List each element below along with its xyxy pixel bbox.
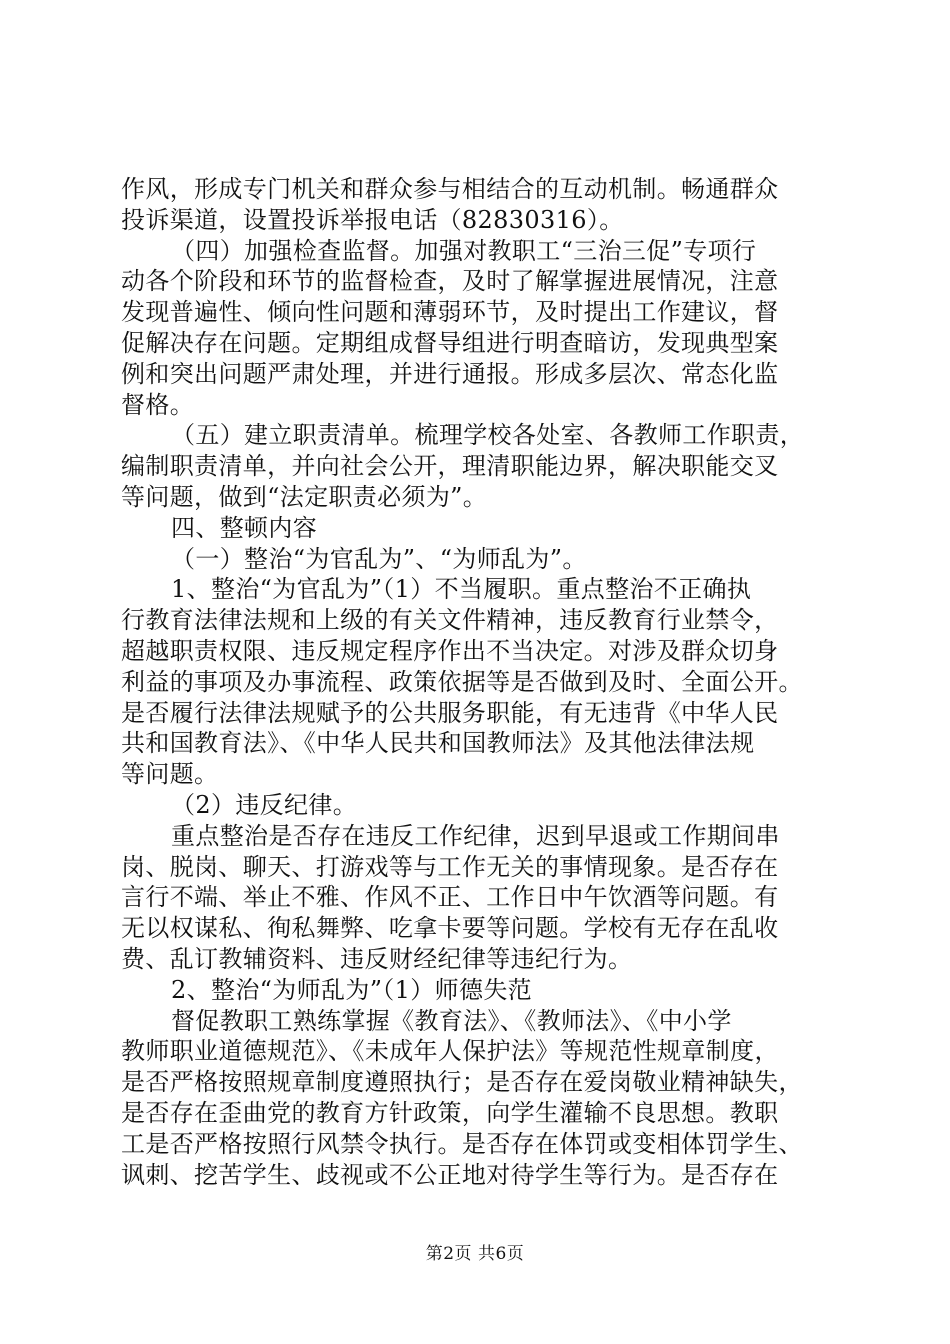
body-text	[121, 174, 841, 1190]
text-line: （2）违反纪律。	[171, 790, 358, 819]
text-line: 等问题，做到“法定职责必须为”。	[121, 482, 488, 511]
text-line: 重点整治是否存在违反工作纪律，迟到早退或工作期间串	[171, 821, 780, 850]
page-footer: 第2页 共6页	[425, 1244, 525, 1264]
text-line: 是否存在歪曲党的教育方针政策，向学生灌输不良思想。教职	[121, 1098, 779, 1127]
text-line: 是否严格按照规章制度遵照执行；是否存在爱岗敬业精神缺失，	[121, 1068, 803, 1097]
text-line: 发现普遍性、倾向性问题和薄弱环节，及时提出工作建议，督	[121, 298, 779, 327]
text-line: 教师职业道德规范》、《未成年人保护法》等规范性规章制度，	[121, 1037, 779, 1066]
text-line: 促解决存在问题。定期组成督导组进行明查暗访，发现典型案	[121, 328, 779, 357]
text-line: 督格。	[121, 390, 195, 419]
text-line: 动各个阶段和环节的监督检查，及时了解掌握进展情况，注意	[121, 267, 779, 296]
text-line: 督促教职工熟练掌握《教育法》、《教师法》、《中小学	[171, 1006, 732, 1035]
text-line: 讽刺、挖苦学生、歧视或不公正地对待学生等行为。是否存在	[121, 1160, 779, 1189]
text-line: 编制职责清单，并向社会公开，理清职能边界，解决职能交叉	[121, 452, 779, 481]
text-line: （五）建立职责清单。梳理学校各处室、各教师工作职责，	[171, 421, 805, 450]
text-line: 利益的事项及办事流程、政策依据等是否做到及时、全面公开。	[121, 667, 803, 696]
text-line: 1、整治“为官乱为”（1）不当履职。重点整治不正确执	[171, 575, 752, 604]
text-line: 岗、脱岗、聊天、打游戏等与工作无关的事情现象。是否存在	[121, 852, 779, 881]
text-line: 费、乱订教辅资料、违反财经纪律等违纪行为。	[121, 944, 633, 973]
text-line: （一）整治“为官乱为”、“为师乱为”。	[171, 544, 587, 573]
text-line: 超越职责权限、违反规定程序作出不当决定。对涉及群众切身	[121, 636, 779, 665]
text-line: 投诉渠道，设置投诉举报电话（82830316）。	[121, 205, 624, 234]
text-line: 言行不端、举止不雅、作风不正、工作日中午饮酒等问题。有	[121, 883, 779, 912]
text-line: 2、整治“为师乱为”（1）师德失范	[171, 975, 533, 1004]
text-line: 例和突出问题严肃处理，并进行通报。形成多层次、常态化监	[121, 359, 779, 388]
text-line: 作风，形成专门机关和群众参与相结合的互动机制。畅通群众	[121, 175, 779, 203]
text-line: 行教育法律法规和上级的有关文件精神，违反教育行业禁令，	[121, 606, 779, 635]
text-line: 等问题。	[121, 760, 219, 789]
text-line: 是否履行法律法规赋予的公共服务职能，有无违背《中华人民	[121, 698, 779, 727]
text-line: （四）加强检查监督。加强对教职工“三治三促”专项行	[171, 236, 757, 265]
text-line: 四、整顿内容	[171, 513, 318, 542]
text-line: 工是否严格按照行风禁令执行。是否存在体罚或变相体罚学生、	[121, 1129, 803, 1158]
text-line: 无以权谋私、徇私舞弊、吃拿卡要等问题。学校有无存在乱收	[121, 914, 779, 943]
text-line: 共和国教育法》、《中华人民共和国教师法》及其他法律法规	[121, 729, 755, 758]
